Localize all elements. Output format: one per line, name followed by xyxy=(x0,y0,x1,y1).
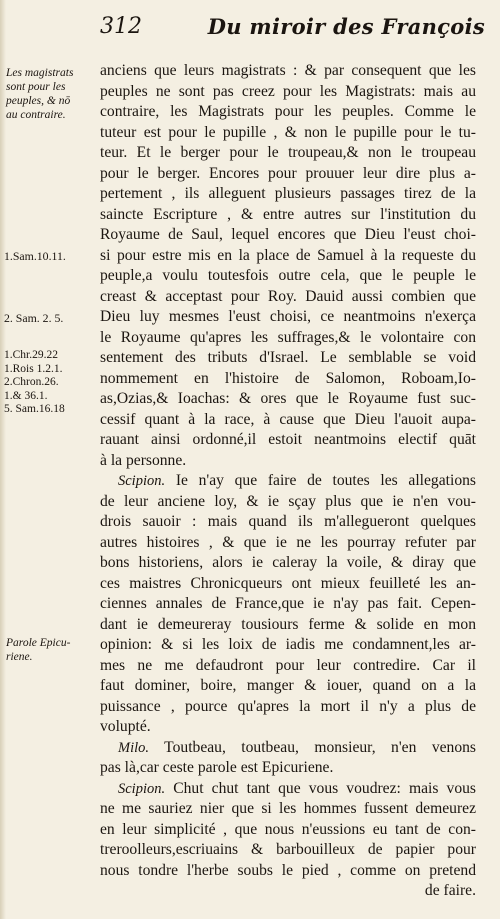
text-line: Royaume de Saul, lequel encores que Dieu l'eust choi- xyxy=(100,226,476,243)
page-gutter-shadow xyxy=(0,0,6,919)
dialogue-line xyxy=(100,779,476,800)
text-line: puissance , pource qu'apres la mort il n'y a plus de xyxy=(100,697,476,715)
margin-reference: 1.Sam.10.11. xyxy=(4,249,66,263)
dialogue-line xyxy=(100,738,476,759)
margin-note-line: peuples, & nō xyxy=(6,95,71,107)
text-line: Dieu luy mesmes l'eust choisi, ce neantmoins n'exerça xyxy=(100,308,476,325)
text-line: autres histoires , & que ie ne les pourray refuter par xyxy=(100,533,476,551)
text-line: saincte Escripture , & entre autres sur l'institution du xyxy=(100,205,476,223)
text-line: peuple,a voulu toutesfois outre cela, que le peuple le xyxy=(100,267,476,284)
margin-reference-group xyxy=(4,349,100,417)
text-line: bons historiens, alors ie caleray la voile, & diray que xyxy=(100,554,476,571)
text-line: peuples ne sont pas creez pour les Magistrats: mais au xyxy=(100,82,476,100)
text-line: teur. Et le berger pour le troupeau,& non le troupeau xyxy=(100,144,476,161)
text-line: pas là,car ceste parole est Epicuriene. xyxy=(100,759,334,776)
text-line: treroolleurs,escriuains & barbouilleux de papier pour xyxy=(100,841,476,858)
dialogue-line xyxy=(100,471,476,492)
text-line: drois sauoir : mais quand ils m'allegueront quelques xyxy=(100,513,476,530)
margin-note-line: au contraire. xyxy=(6,109,66,121)
text-line: à la personne. xyxy=(100,451,187,469)
margin-note-line: Les magistrats xyxy=(6,67,74,79)
margin-reference: 2.Chron.26. xyxy=(4,376,59,388)
body-text xyxy=(100,61,476,902)
text-line: dant ie demeureray tousiours ferme & solide en mon xyxy=(100,615,476,633)
text-line: cessif quant à la race, à cause que Dieu l'auoit aupa- xyxy=(100,410,476,428)
text-line: pertement , ils alleguent plusieurs passages tirez de la xyxy=(100,185,476,202)
margin-note-epicuriene xyxy=(6,636,98,664)
margin-reference: 1.Chr.29.22 xyxy=(4,349,58,361)
text-line: creast & acceptast pour Roy. Dauid aussi combien que xyxy=(100,287,476,305)
text-span: Toutbeau, toutbeau, monsieur, n'en venons xyxy=(164,738,476,756)
text-span: Ie n'ay que faire de toutes les allegations xyxy=(175,472,476,489)
margin-note-line: sont pour les xyxy=(6,81,66,93)
text-line: ciennes annales de France,que ie n'ay pas fait. Cepen- xyxy=(100,595,476,612)
text-line: si pour estre mis en la place de Samuel à la requeste du xyxy=(100,246,476,264)
speaker-label: Milo. xyxy=(118,739,150,756)
margin-reference: 2. Sam. 2. 5. xyxy=(4,311,64,325)
margin-note-line: Parole Epicu- xyxy=(6,637,71,649)
text-line: faut dominer, boire, manger & iouer, quand on a la xyxy=(100,677,476,694)
page-number: 312 xyxy=(100,14,142,39)
text-line: contraire, les Magistrats pour les peuples. Comme le xyxy=(100,103,476,120)
text-line: pour le berger. Encores pour prouuer leur dire plus a- xyxy=(100,164,476,182)
text-line: le Royaume qu'apres les suffrages,& le volontaire con xyxy=(100,328,476,346)
text-line: de faire. xyxy=(424,882,476,899)
text-line: sentement des tributs d'Israel. Le semblable se void xyxy=(100,349,476,366)
text-line: nous tondre l'herbe soubs le pied , comme on pretend xyxy=(100,861,476,879)
text-line: rauant ainsi ordonné,il estoit neantmoins electif quāt xyxy=(100,431,476,448)
margin-note-magistrats xyxy=(6,66,98,122)
margin-reference: 1.& 36.1. xyxy=(4,389,48,402)
page-header xyxy=(100,12,485,42)
text-line: volupté. xyxy=(100,718,151,735)
margin-note-line: riene. xyxy=(6,651,33,663)
speaker-label: Scipion. xyxy=(118,780,166,797)
text-line: tuteur est pour le pupille , & non le pupille pour le tu- xyxy=(100,123,476,141)
text-line: opinion: & si les loix de iadis me condamnent,les ar- xyxy=(100,636,476,653)
text-span: Chut chut tant que vous voudrez: mais vous xyxy=(173,779,476,797)
speaker-label: Scipion. xyxy=(118,473,166,489)
text-line: anciens que leurs magistrats : & par consequent que les xyxy=(100,62,476,79)
margin-reference: 5. Sam.16.18 xyxy=(4,403,65,415)
text-line: as,Ozias,& Ioachas: & ores que le Royaume fust suc- xyxy=(100,390,476,407)
text-line: nommement en l'histoire de Salomon, Roboam,Io- xyxy=(100,369,476,387)
text-line: mes ne me defaudront pour leur contredire. Car il xyxy=(100,656,476,674)
text-line: ne me sauriez nier que si les hommes fussent demeurez xyxy=(100,800,476,817)
running-title: Du miroir des François xyxy=(207,14,485,39)
text-line: en leur simplicité , que nous n'eussions eu tant de con- xyxy=(100,820,476,838)
text-line: ces maistres Chronicqueurs ont mieux feuilleté les an- xyxy=(100,574,476,592)
margin-reference: 1.Rois 1.2.1. xyxy=(4,362,63,375)
text-line: de leur anciene loy, & ie sçay plus que ie n'en vou- xyxy=(100,492,476,510)
